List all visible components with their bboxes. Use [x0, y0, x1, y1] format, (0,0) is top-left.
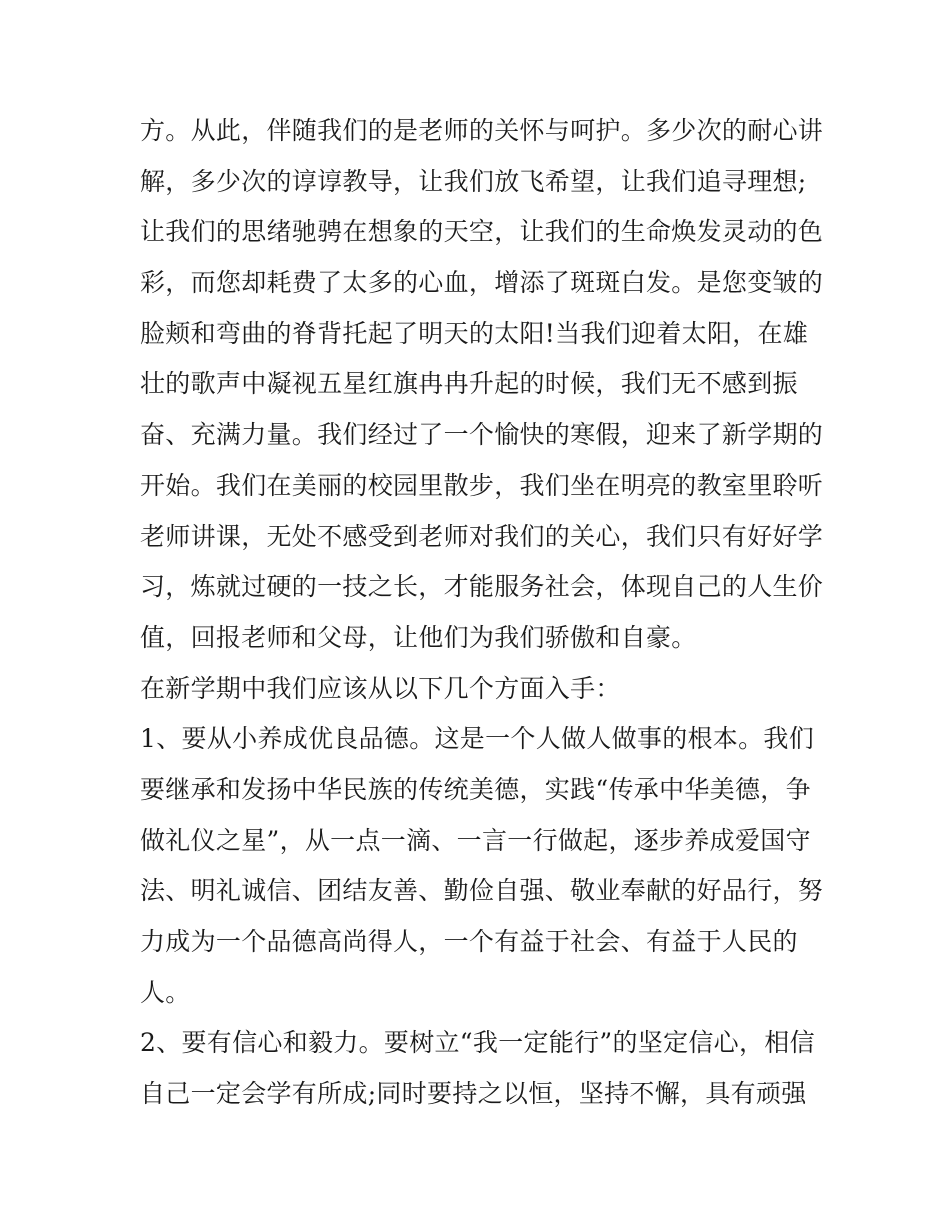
text-line: 习，炼就过硬的一技之长，才能服务社会，体现自己的人生价 [140, 572, 824, 602]
text-line: 力成为一个品德高尚得人，一个有益于社会、有益于人民的 [140, 927, 798, 956]
text-line: 奋、充满力量。我们经过了一个愉快的寒假，迎来了新学期的 [140, 420, 824, 450]
text-line: 壮的歌声中凝视五星红旗冉冉升起的时候，我们无不感到振 [140, 369, 798, 399]
text-line: 在新学期中我们应该从以下几个方面入手： [140, 673, 621, 703]
text-line: 老师讲课，无处不感受到老师对我们的关心，我们只有好好学 [140, 521, 824, 551]
text-line: 脸颊和弯曲的脊背托起了明天的太阳!当我们迎着太阳，在雄 [140, 318, 809, 348]
text-line: 解，多少次的谆谆教导，让我们放飞希望，让我们追寻理想; [140, 166, 807, 196]
text-line: 彩，而您却耗费了太多的心血，增添了斑斑白发。是您变皱的 [140, 268, 824, 298]
text-line: 自己一定会学有所成;同时要持之以恒，坚持不懈，具有顽强 [140, 1079, 807, 1109]
text-line: 做礼仪之星”，从一点一滴、一言一行做起，逐步养成爱国守 [140, 825, 811, 855]
text-line: 要继承和发扬中华民族的传统美德，实践“传承中华美德，争 [140, 774, 811, 804]
text-line: 法、明礼诚信、团结友善、勤俭自强、敬业奉献的好品行，努 [140, 876, 824, 906]
text-line: 人。 [140, 977, 191, 1007]
text-line: 值，回报老师和父母，让他们为我们骄傲和自豪。 [140, 622, 697, 652]
text-line: 方。从此，伴随我们的是老师的关怀与呵护。多少次的耐心讲 [140, 116, 824, 145]
text-line: 2、要有信心和毅力。要树立“我一定能行”的坚定信心，相信 [140, 1028, 815, 1058]
text-line: 开始。我们在美丽的校园里散步，我们坐在明亮的教室里聆听 [140, 470, 824, 500]
text-line: 1、要从小养成优良品德。这是一个人做人做事的根本。我们 [140, 724, 815, 754]
document-body [140, 106, 824, 1120]
text-line: 让我们的思绪驰骋在想象的天空，让我们的生命焕发灵动的色 [140, 217, 824, 247]
